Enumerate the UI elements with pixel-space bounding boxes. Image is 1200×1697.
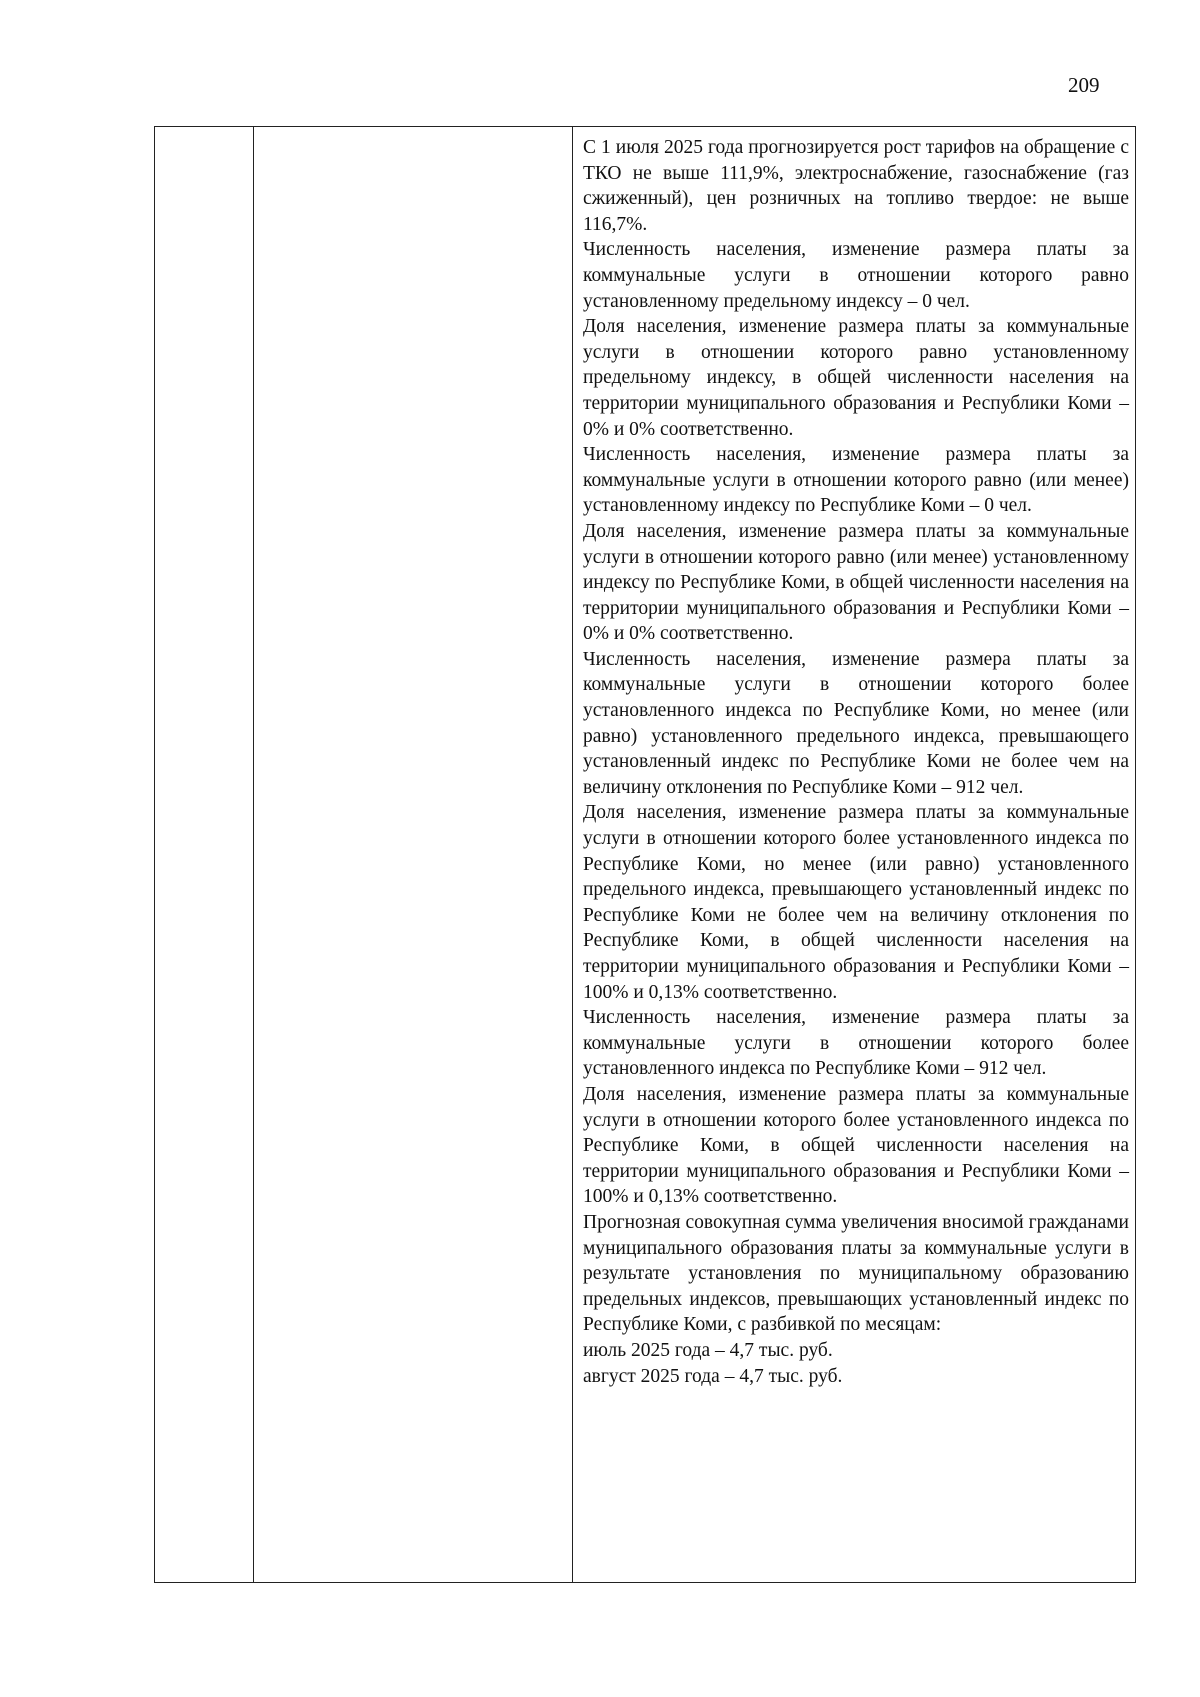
paragraph-share-equal-or-less-index: Доля населения, изменение размера платы за коммунальные услуги в отношении которого равно (или менее) установленному индексу по Республике Коми, в общей численности населения на территории муниципального образования и Республики Коми – 0% и 0% соответственно.: [583, 520, 1129, 645]
paragraph-share-within-deviation: Доля населения, изменение размера платы за коммунальные услуги в отношении которого более установленного индекса по Республике Коми, но менее (или равно) установленного предельного индекса, превышающего установленный индекс по Республике Коми не более чем на величину отклонения по Республике Коми, в общей численности населения на территории муниципального образования и Республики Коми – 100% и 0,13% соответственно.: [583, 802, 1129, 1003]
paragraph-population-equal-or-less-index: Численность населения, изменение размера платы за коммунальные услуги в отношении которого равно (или менее) установленному индексу по Республике Коми – 0 чел.: [583, 444, 1129, 517]
page-number: 209: [1068, 73, 1100, 97]
paragraph-population-within-deviation: Численность населения, изменение размера платы за коммунальные услуги в отношении которого более установленного индекса по Республике Коми, но менее (или равно) установленного предельного индекса, превышающего установленный индекс по Республике Коми не более чем на величину отклонения по Республике Коми – 912 чел.: [583, 648, 1129, 798]
paragraph-forecast-total: Прогнозная совокупная сумма увеличения вносимой гражданами муниципального образования платы за коммунальные услуги в результате установления по муниципальному образованию предельных индексов, превышающих установленный индекс по Республике Коми, с разбивкой по месяцам:: [583, 1211, 1129, 1336]
paragraph-population-equal-limit: Численность населения, изменение размера платы за коммунальные услуги в отношении которого равно установленному предельному индексу – 0 чел.: [583, 239, 1129, 312]
paragraph-share-equal-limit: Доля населения, изменение размера платы за коммунальные услуги в отношении которого равно установленному предельному индексу, в общей численности населения на территории муниципального образования и Республики Коми – 0% и 0% соответственно.: [583, 316, 1129, 440]
paragraph-share-above-index: Доля населения, изменение размера платы за коммунальные услуги в отношении которого более установленного индекса по Республике Коми, в общей численности населения на территории муниципального образования и Республики Коми – 100% и 0,13% соответственно.: [583, 1083, 1129, 1208]
table-cell-text: [573, 127, 1136, 1583]
paragraph-population-above-index: Численность населения, изменение размера платы за коммунальные услуги в отношении которого более установленного индекса по Республике Коми – 912 чел.: [583, 1007, 1129, 1080]
paragraph-tariff-growth: С 1 июля 2025 года прогнозируется рост тарифов на обращение с ТКО не выше 111,9%, электроснабжение, газоснабжение (газ сжиженный), цен розничных на топливо твердое: не выше 116,7%.: [583, 137, 1129, 235]
document-table: [154, 126, 1136, 1583]
monthly-line-august: август 2025 года – 4,7 тыс. руб.: [583, 1365, 843, 1387]
monthly-line-july: июль 2025 года – 4,7 тыс. руб.: [583, 1339, 833, 1361]
table-row: [155, 127, 1136, 1583]
table-cell-empty-2: [254, 127, 573, 1583]
table-cell-empty-1: [155, 127, 254, 1583]
